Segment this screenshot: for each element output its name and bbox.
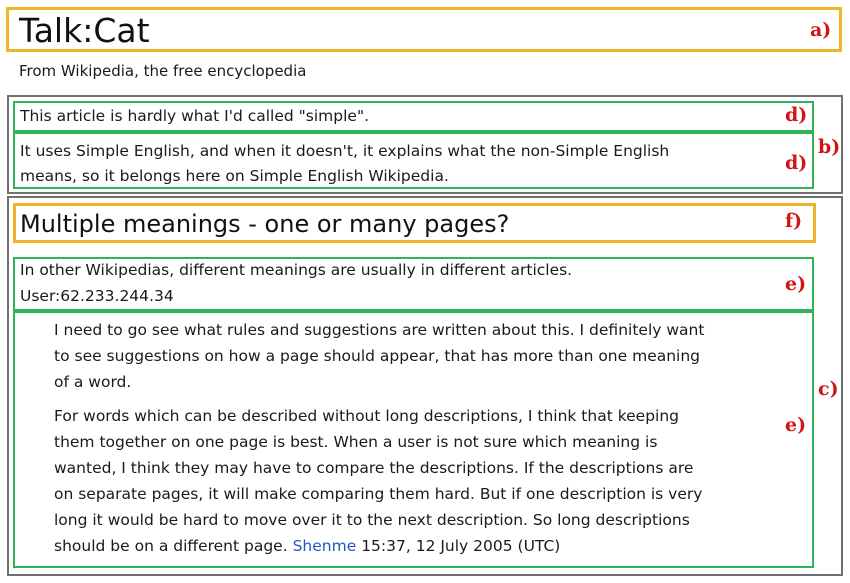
comment-2-line-1: It uses Simple English, and when it doesn't, it explains what the non-Simple English [20, 142, 670, 160]
label-b: b) [818, 136, 841, 158]
label-a: a) [810, 19, 832, 41]
label-c: c) [818, 378, 839, 400]
reply-p2-line-4: on separate pages, it will make comparing them hard. But if one description is very [54, 485, 703, 503]
reply-p1-line-1: I need to go see what rules and suggestions are written about this. I definitely want [54, 321, 705, 339]
label-d-1: d) [785, 104, 808, 126]
comment-1-text: This article is hardly what I'd called "simple". [20, 107, 370, 125]
page-subtitle: From Wikipedia, the free encyclopedia [19, 62, 307, 80]
reply-p2-line-6 [54, 533, 560, 559]
reply-p2-line-5: long it would be hard to move over it to the next description. So long descriptions [54, 511, 690, 529]
reply-p2-last-text: should be on a different page. [54, 537, 288, 555]
label-e-2: e) [785, 414, 807, 436]
signature-time: 15:37, 12 July 2005 (UTC) [361, 537, 561, 555]
reply-p2-line-3: wanted, I think they may have to compare the descriptions. If the descriptions are [54, 459, 694, 477]
post-1-user: User:62.233.244.34 [20, 287, 174, 305]
reply-p2-line-2: them together on one page is best. When a user is not sure which meaning is [54, 433, 658, 451]
reply-p2-line-1: For words which can be described without long descriptions, I think that keeping [54, 407, 680, 425]
reply-p1-line-2: to see suggestions on how a page should appear, that has more than one meaning [54, 347, 701, 365]
page-title: Talk:Cat [19, 11, 150, 50]
label-e-1: e) [785, 273, 807, 295]
section-heading: Multiple meanings - one or many pages? [20, 210, 510, 238]
comment-2-line-2: means, so it belongs here on Simple English Wikipedia. [20, 167, 449, 185]
post-1-line-1: In other Wikipedias, different meanings are usually in different articles. [20, 261, 573, 279]
signature-user-link[interactable]: Shenme [292, 537, 357, 555]
label-d-2: d) [785, 152, 808, 174]
label-f: f) [785, 210, 803, 232]
reply-p1-line-3: of a word. [54, 373, 132, 391]
